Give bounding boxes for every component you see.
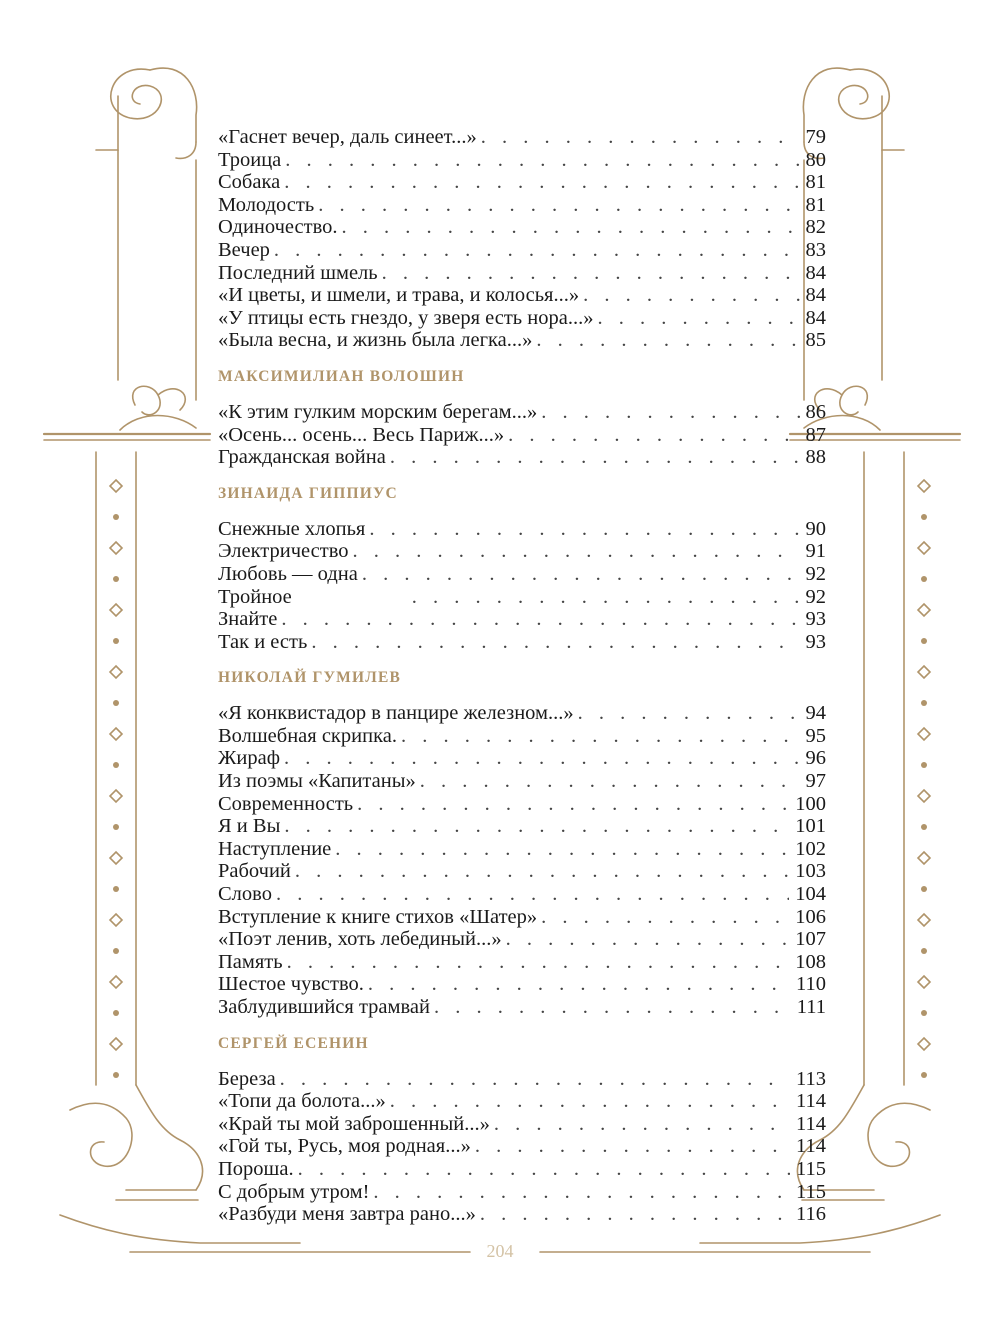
toc-entry-title: Гражданская война (218, 446, 386, 469)
diamond-ornament (110, 976, 122, 988)
toc-entry-page: 93 (805, 608, 826, 631)
toc-entry[interactable] (218, 973, 826, 996)
toc-entry[interactable] (218, 239, 826, 262)
toc-entry-page: 116 (796, 1203, 826, 1226)
dot-ornament (921, 762, 927, 768)
dot-ornament (921, 1010, 927, 1016)
dot-leader (369, 1181, 790, 1204)
toc-entry-page: 110 (796, 973, 826, 996)
dot-leader (532, 329, 799, 352)
dot-leader (270, 239, 800, 262)
toc-entry-page: 100 (795, 792, 826, 815)
dot-leader (292, 586, 800, 609)
dot-leader (365, 518, 799, 541)
toc-entry[interactable] (218, 1181, 826, 1204)
toc-entry-title: Электричество (218, 540, 349, 563)
author-heading: МАКСИМИЛИАН ВОЛОШИН (218, 367, 465, 385)
dot-ornament (921, 576, 927, 582)
toc-entry-title: Заблудившийся трамвай (218, 996, 430, 1018)
toc-entry[interactable] (218, 424, 826, 447)
toc-entry-page: 114 (796, 1112, 826, 1135)
dot-leader (277, 608, 799, 631)
toc-entry-page: 84 (805, 261, 826, 284)
dot-leader (477, 126, 800, 149)
diamond-ornament (918, 480, 930, 492)
toc-entry-page: 101 (795, 815, 826, 838)
toc-entry-page: 80 (805, 148, 826, 171)
toc-entry-title: Наступление (218, 837, 332, 860)
toc-entry-page: 84 (805, 284, 826, 307)
toc-entry[interactable] (218, 171, 826, 194)
toc-entry-page: 111 (796, 996, 826, 1018)
toc-entry-page: 102 (795, 837, 826, 860)
bracket-ornament-left (44, 386, 210, 440)
page-number: 204 (486, 1241, 514, 1261)
toc-entry-title: «И цветы, и шмели, и трава, и колосья...» (218, 284, 580, 307)
toc-entry-title: «Гой ты, Русь, моя родная...» (218, 1135, 471, 1158)
toc-entry[interactable] (218, 540, 826, 563)
diamond-ornament (110, 666, 122, 678)
toc-entry-page: 114 (796, 1135, 826, 1158)
toc-entry-title: Любовь — одна (218, 562, 358, 585)
dot-leader (280, 747, 800, 770)
toc-entry[interactable] (218, 262, 826, 285)
toc-entry-page: 84 (805, 306, 826, 329)
toc-entry-title: «Я конквистадор в панцире железном...» (218, 702, 574, 725)
toc-entry-page: 83 (805, 238, 826, 261)
toc-entry-page: 95 (805, 724, 826, 747)
toc-entry[interactable] (218, 928, 826, 951)
toc-entry-page: 92 (805, 562, 826, 585)
dot-leader (504, 424, 799, 447)
dot-ornament (113, 514, 119, 520)
toc-entry-page: 96 (805, 747, 826, 770)
dot-leader (291, 860, 789, 883)
toc-entry[interactable] (218, 329, 826, 352)
dot-ornament (113, 762, 119, 768)
toc-entry[interactable] (218, 586, 826, 609)
toc-entry[interactable] (218, 1203, 826, 1226)
toc-entry[interactable] (218, 1135, 826, 1158)
toc-entry-title: «Разбуди меня завтра рано...» (218, 1203, 476, 1226)
dot-leader (386, 1090, 790, 1113)
toc-entry-title: Вечер (218, 238, 270, 261)
dot-ornament (921, 638, 927, 644)
toc-entry-title: Последний шмель (218, 261, 378, 284)
toc-entry[interactable] (218, 194, 826, 217)
diamond-ornament (110, 480, 122, 492)
toc-entry-title: «Была весна, и жизнь была легка...» (218, 329, 533, 352)
dot-ornament (921, 514, 927, 520)
dot-ornament (113, 948, 119, 954)
toc-entry-title: Тройное (218, 585, 292, 608)
dot-leader (314, 194, 799, 217)
toc-entry[interactable] (218, 1113, 826, 1136)
toc-entry-page: 93 (805, 630, 826, 653)
toc-entry-page: 81 (805, 171, 826, 194)
toc-entry[interactable] (218, 216, 826, 239)
dot-leader (397, 725, 800, 748)
toc-entry[interactable] (218, 401, 826, 424)
toc-entry-title: Одиночество. (218, 216, 338, 239)
toc-entry[interactable] (218, 883, 826, 906)
toc-entry-page: 103 (795, 860, 826, 883)
toc-entry[interactable] (218, 284, 826, 307)
toc-entry-title: Пороша. (218, 1157, 294, 1180)
toc-entry-title: «Край ты мой заброшенный...» (218, 1112, 490, 1135)
toc-entry-page: 106 (795, 905, 826, 928)
diamond-ornament (918, 790, 930, 802)
toc-entry-title: «Топи да болота...» (218, 1090, 386, 1113)
toc-entry-title: Снежные хлопья (218, 517, 366, 540)
author-heading: СЕРГЕЙ ЕСЕНИН (218, 1034, 369, 1052)
toc-entry-title: Современность (218, 792, 354, 815)
dot-leader (281, 149, 799, 172)
dot-leader (338, 216, 800, 239)
table-of-contents (218, 126, 826, 1226)
toc-entry[interactable] (218, 518, 826, 541)
toc-entry[interactable] (218, 126, 826, 149)
toc-entry-page: 87 (805, 423, 826, 446)
toc-entry[interactable] (218, 906, 826, 929)
dot-ornament (113, 1010, 119, 1016)
toc-entry[interactable] (218, 770, 826, 793)
dot-leader (276, 1068, 790, 1091)
dot-leader (476, 1203, 790, 1226)
toc-entry-title: Троица (218, 148, 282, 171)
toc-entry-title: Молодость (218, 193, 315, 216)
dot-ornament (113, 576, 119, 582)
author-heading: НИКОЛАЙ ГУМИЛЕВ (218, 669, 402, 687)
diamond-ornament (110, 790, 122, 802)
dot-ornament (921, 948, 927, 954)
toc-entry-title: Я и Вы (218, 815, 281, 838)
dot-ornament (113, 886, 119, 892)
toc-entry-page: 90 (805, 517, 826, 540)
toc-entry[interactable] (218, 563, 826, 586)
toc-entry-page: 113 (796, 1067, 826, 1090)
dot-leader (537, 906, 789, 929)
toc-entry-page: 88 (805, 446, 826, 469)
diamond-ornament (918, 728, 930, 740)
dot-leader (378, 262, 800, 285)
dot-leader (430, 996, 791, 1019)
dot-leader (386, 446, 800, 469)
diamond-ornament (918, 604, 930, 616)
toc-entry-title: Волшебная скрипка. (218, 724, 397, 747)
dot-leader (471, 1135, 790, 1158)
dot-leader (280, 815, 789, 838)
toc-entry[interactable] (218, 725, 826, 748)
toc-entry-page: 107 (795, 928, 826, 951)
toc-entry-title: «У птицы есть гнездо, у зверя есть нора...» (218, 306, 594, 329)
toc-entry-title: Знайте (218, 608, 278, 631)
dot-leader (272, 883, 789, 906)
toc-entry-title: Шестое чувство. (218, 973, 364, 996)
diamond-ornament (918, 542, 930, 554)
toc-entry-page: 79 (805, 126, 826, 148)
author-heading: ЗИНАИДА ГИППИУС (218, 484, 398, 502)
diamond-ornament (110, 852, 122, 864)
toc-entry[interactable] (218, 1068, 826, 1091)
toc-entry-title: «Осень... осень... Весь Париж...» (218, 423, 505, 446)
dot-leader (331, 838, 789, 861)
toc-entry[interactable] (218, 747, 826, 770)
diamond-ornament (918, 666, 930, 678)
toc-entry[interactable] (218, 149, 826, 172)
toc-entry-title: «К этим гулким морским берегам...» (218, 400, 538, 423)
diamond-ornament (918, 914, 930, 926)
toc-entry-title: Из поэмы «Капитаны» (218, 770, 416, 793)
dot-leader (283, 951, 790, 974)
toc-entry-title: Рабочий (218, 860, 291, 883)
diamond-ornament (110, 1038, 122, 1050)
toc-entry[interactable] (218, 1158, 826, 1181)
toc-entry-page: 85 (805, 329, 826, 352)
toc-entry-title: Собака (218, 171, 281, 194)
dot-leader (294, 1158, 790, 1181)
diamond-ornament (918, 1038, 930, 1050)
dot-leader (593, 307, 799, 330)
dot-leader (307, 631, 799, 654)
dot-ornament (113, 638, 119, 644)
dot-ornament (921, 824, 927, 830)
dot-leader (490, 1113, 790, 1136)
dot-leader (364, 973, 790, 996)
dot-leader (280, 171, 799, 194)
toc-entry-page: 104 (795, 883, 826, 906)
toc-entry[interactable] (218, 1090, 826, 1113)
dot-ornament (921, 886, 927, 892)
toc-entry[interactable] (218, 702, 826, 725)
diamond-ornament (110, 542, 122, 554)
dot-leader (358, 563, 800, 586)
toc-entry-page: 81 (805, 193, 826, 216)
toc-entry-page: 82 (805, 216, 826, 239)
toc-entry-title: «Гаснет вечер, даль синеет...» (218, 126, 477, 148)
toc-entry[interactable] (218, 815, 826, 838)
dot-leader (416, 770, 800, 793)
toc-entry-page: 114 (796, 1090, 826, 1113)
toc-entry-page: 86 (805, 400, 826, 423)
toc-entry[interactable] (218, 307, 826, 330)
dot-leader (579, 284, 799, 307)
toc-entry-page: 115 (796, 1180, 826, 1203)
diamond-ornament (110, 914, 122, 926)
dot-ornament (921, 1072, 927, 1078)
toc-entry[interactable] (218, 631, 826, 654)
dot-ornament (113, 700, 119, 706)
toc-entry[interactable] (218, 951, 826, 974)
toc-entry-title: Слово (218, 883, 272, 906)
toc-entry-title: Память (218, 950, 283, 973)
toc-entry-page: 108 (795, 950, 826, 973)
diamond-ornament (918, 852, 930, 864)
toc-entry-title: Так и есть (218, 630, 308, 653)
dot-leader (574, 702, 800, 725)
dot-leader (537, 401, 799, 424)
dot-leader (502, 928, 790, 951)
dot-leader (348, 540, 799, 563)
toc-entry-title: Вступление к книге стихов «Шатер» (218, 905, 538, 928)
diamond-ornament (110, 728, 122, 740)
toc-entry-title: Жираф (218, 747, 280, 770)
toc-entry-page: 115 (796, 1157, 826, 1180)
toc-entry-page: 92 (805, 585, 826, 608)
toc-entry-page: 97 (805, 770, 826, 793)
toc-entry-title: С добрым утром! (218, 1180, 370, 1203)
diamond-ornament (110, 604, 122, 616)
toc-entry[interactable] (218, 446, 826, 469)
toc-entry-title: Береза (218, 1067, 276, 1090)
toc-entry-page: 94 (805, 702, 826, 725)
dot-ornament (113, 1072, 119, 1078)
dot-ornament (113, 824, 119, 830)
toc-entry[interactable] (218, 860, 826, 883)
diamond-ornament (918, 976, 930, 988)
dot-leader (353, 793, 789, 816)
dot-ornament (921, 700, 927, 706)
toc-entry[interactable] (218, 996, 826, 1019)
toc-entry[interactable] (218, 608, 826, 631)
toc-entry[interactable] (218, 838, 826, 861)
toc-entry-page: 91 (805, 540, 826, 563)
scroll-ornament-top-left (96, 68, 197, 158)
toc-entry[interactable] (218, 793, 826, 816)
toc-entry-title: «Поэт ленив, хоть лебединый...» (218, 928, 502, 951)
